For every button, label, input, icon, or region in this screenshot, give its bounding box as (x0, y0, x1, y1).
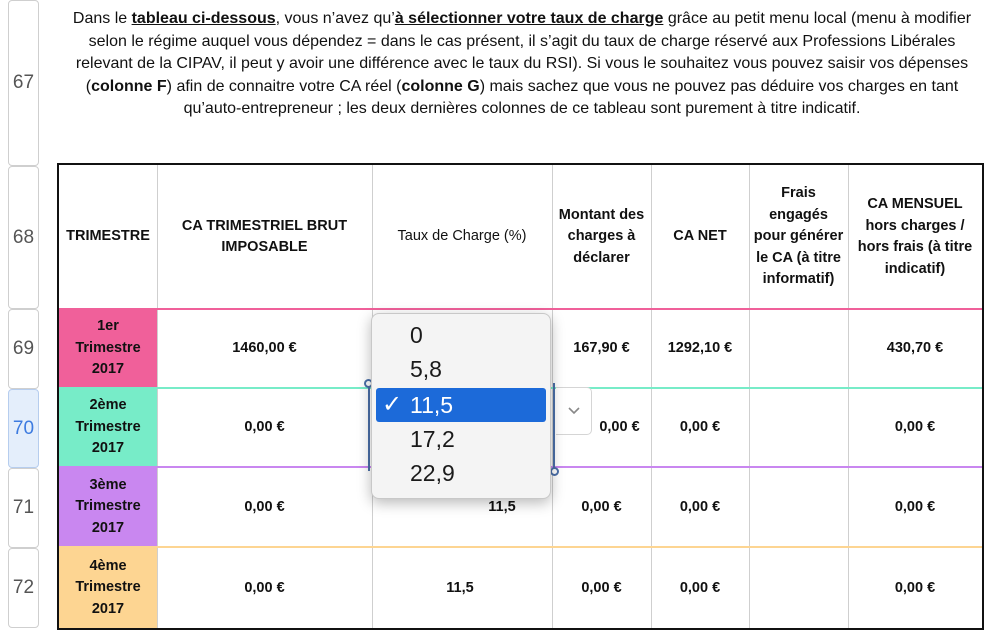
trimestre-cell-3: 3ème Trimestre 2017 (59, 468, 157, 546)
trimestre-cell-1: 1er Trimestre 2017 (59, 310, 157, 387)
cell-selection-right-edge (553, 383, 555, 471)
intro-colonne-g: colonne G (401, 77, 480, 95)
intro-text-4: ) afin de connaitre votre CA réel ( (166, 77, 402, 95)
frais-cell-2[interactable] (749, 389, 848, 466)
dropdown-option-22-9[interactable] (372, 456, 550, 490)
option-label: 5,8 (410, 355, 442, 382)
header-trimestre: TRIMESTRE (66, 228, 150, 245)
ca-net-cell-2[interactable]: 0,00 € (679, 419, 721, 435)
ca-mensuel-cell-4[interactable]: 0,00 € (894, 579, 936, 596)
option-label: 11,5 (410, 391, 454, 418)
ca-mensuel-cell-3[interactable]: 0,00 € (894, 498, 936, 515)
intro-text-1: Dans le (72, 10, 132, 27)
charges-cell-3[interactable]: 0,00 € (581, 498, 622, 515)
taux-cell-4[interactable]: 11,5 (446, 579, 474, 596)
ca-brut-cell-3[interactable]: 0,00 € (244, 498, 285, 515)
row-header-72[interactable]: 72 (8, 548, 39, 628)
intro-emphasis-tableau: tableau ci-dessous (131, 10, 276, 27)
frais-cell-3[interactable] (749, 468, 848, 546)
dropdown-option-11-5-selected[interactable] (376, 388, 546, 422)
taux-cell-3[interactable]: 11,5 (488, 498, 516, 515)
dropdown-toggle-button[interactable] (556, 387, 592, 435)
intro-text-2: , vous n’avez qu’ (275, 10, 395, 27)
dropdown-option-17-2[interactable] (372, 422, 550, 456)
header-ca-net: CA NET (673, 228, 727, 245)
taux-dropdown-menu (371, 313, 551, 499)
option-label: 0 (410, 321, 423, 348)
option-label: 17,2 (410, 425, 455, 452)
ca-brut-cell-2[interactable]: 0,00 € (244, 419, 285, 435)
ca-net-cell-3[interactable]: 0,00 € (679, 498, 721, 515)
header-montant-charges: Montant des charges à déclarer (558, 206, 645, 266)
charges-cell-1[interactable]: 167,90 € (573, 340, 630, 356)
header-ca-trimestriel: CA TRIMESTRIEL BRUT IMPOSABLE (181, 217, 348, 255)
row-header-70[interactable]: 70 (8, 389, 39, 468)
row-header-68[interactable]: 68 (8, 166, 39, 309)
ca-brut-cell-1[interactable]: 1460,00 € (232, 340, 297, 356)
option-label: 22,9 (410, 459, 455, 486)
ca-net-cell-4[interactable]: 0,00 € (679, 579, 721, 596)
dropdown-option-5-8[interactable] (372, 352, 550, 386)
ca-brut-cell-4[interactable]: 0,00 € (244, 579, 285, 596)
frais-cell-1[interactable] (749, 310, 848, 387)
trimestre-cell-4: 4ème Trimestre 2017 (59, 548, 157, 628)
ca-mensuel-cell-2[interactable]: 0,00 € (894, 419, 936, 435)
instructions-paragraph (58, 8, 986, 121)
cell-selection-left-edge (368, 383, 370, 471)
checkmark-icon: ✓ (382, 391, 403, 418)
row-header-71[interactable]: 71 (8, 468, 39, 548)
row-header-67[interactable]: 67 (8, 0, 39, 166)
row-header-gutter (0, 0, 40, 640)
header-frais-engages: Frais engagés pour générer le CA (à titre informatif) (753, 185, 844, 288)
header-taux-charge: Taux de Charge (%) (397, 228, 527, 245)
dropdown-option-0[interactable] (372, 318, 550, 352)
selection-handle-bottom-right[interactable] (550, 467, 559, 476)
ca-net-cell-1[interactable]: 1292,10 € (667, 340, 733, 356)
header-ca-mensuel: CA MENSUEL hors charges / hors frais (à titre indicatif) (857, 196, 973, 277)
row-header-69[interactable]: 69 (8, 309, 39, 389)
intro-colonne-f: colonne F (91, 77, 167, 95)
charges-cell-4[interactable]: 0,00 € (581, 579, 622, 596)
chevron-down-icon (567, 406, 581, 416)
frais-cell-4[interactable] (749, 548, 848, 628)
intro-text-3: grâce au petit menu local (menu à modifier selon le régime auquel vous dépendez = dans le cas présent, il s’agit du taux de charge réservé aux Professions Libérales relevant de la CIPAV, il peut y avoir une différence avec le taux du RSI). Si vous le souhaitez vous pouvez saisir vos dépenses ( (75, 10, 972, 95)
intro-emphasis-taux: à sélectionner votre taux de charge (394, 10, 664, 27)
trimestre-cell-2: 2ème Trimestre 2017 (59, 389, 157, 466)
charges-cell-2[interactable]: 0,00 € (599, 419, 640, 435)
ca-mensuel-cell-1[interactable]: 430,70 € (886, 340, 944, 356)
intro-text-5: ) mais sachez que vous ne pouvez pas déduire vos charges en tant qu’auto-entrepreneur ; les deux dernières colonnes de ce tableau sont purement à titre indicatif. (183, 77, 959, 118)
